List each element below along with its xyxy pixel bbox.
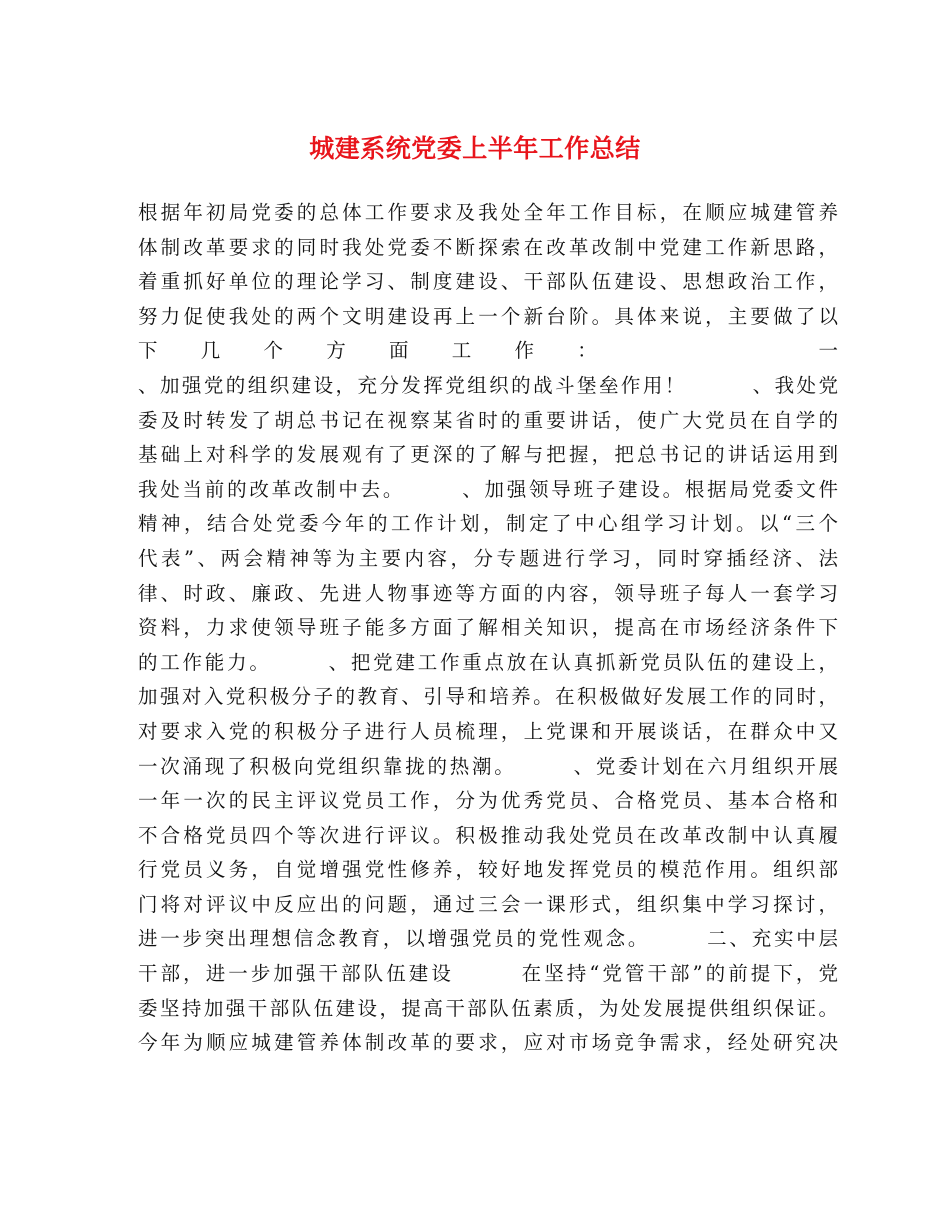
body-line: 干部，进一步加强干部队伍建设 在坚持“党管干部”的前提下，党 [138,962,838,986]
document-body [138,196,838,1061]
body-line: 我处当前的改革改制中去。 、加强领导班子建设。根据局党委文件 [138,477,838,501]
body-line: 基础上对科学的发展观有了更深的了解与把握，把总书记的讲话运用到 [138,443,838,467]
body-line: 体制改革要求的同时我处党委不断探索在改革改制中党建工作新思路， [138,235,838,259]
body-line: 今年为顺应城建管养体制改革的要求，应对市场竞争需求，经处研究决 [138,1031,838,1055]
body-line: 行党员义务，自觉增强党性修养，较好地发挥党员的模范作用。组织部 [138,858,838,882]
body-line: 的工作能力。 、把党建工作重点放在认真抓新党员队伍的建设上， [138,650,838,674]
body-line: 、加强党的组织建设，充分发挥党组织的战斗堡垒作用！ 、我处党 [138,373,838,397]
body-line: 一年一次的民主评议党员工作，分为优秀党员、合格党员、基本合格和 [138,789,838,813]
body-line: 律、时政、廉政、先进人物事迹等方面的内容，领导班子每人一套学习 [138,581,838,605]
document-title: 城建系统党委上半年工作总结 [309,134,641,163]
body-line: 不合格党员四个等次进行评议。积极推动我处党员在改革改制中认真履 [138,823,838,847]
body-line: 加强对入党积极分子的教育、引导和培养。在积极做好发展工作的同时， [138,685,838,709]
body-line: 进一步突出理想信念教育，以增强党员的党性观念。 二、充实中层 [138,927,838,951]
body-line: 着重抓好单位的理论学习、制度建设、干部队伍建设、思想政治工作， [138,270,838,294]
body-line: 根据年初局党委的总体工作要求及我处全年工作目标，在顺应城建管养 [138,201,838,224]
body-line: 资料，力求使领导班子能多方面了解相关知识，提高在市场经济条件下 [138,616,838,640]
body-line: 努力促使我处的两个文明建设再上一个新台阶。具体来说，主要做了以 [138,304,838,328]
body-line: 委坚持加强干部队伍建设，提高干部队伍素质，为处发展提供组织保证。 [138,996,838,1020]
body-line: 委及时转发了胡总书记在视察某省时的重要讲话，使广大党员在自学的 [138,408,838,432]
body-line: 对要求入党的积极分子进行人员梳理，上党课和开展谈话，在群众中又 [138,719,838,743]
body-line: 门将对评议中反应出的问题，通过三会一课形式，组织集中学习探讨， [138,892,838,916]
body-line: 精神，结合处党委今年的工作计划，制定了中心组学习计划。以“三个 [138,512,838,536]
body-line: 代表”、两会精神等为主要内容，分专题进行学习，同时穿插经济、法 [138,546,838,570]
body-line: 下几个方面工作： 一 [138,339,838,363]
body-line: 一次涌现了积极向党组织靠拢的热潮。 、党委计划在六月组织开展 [138,754,838,778]
